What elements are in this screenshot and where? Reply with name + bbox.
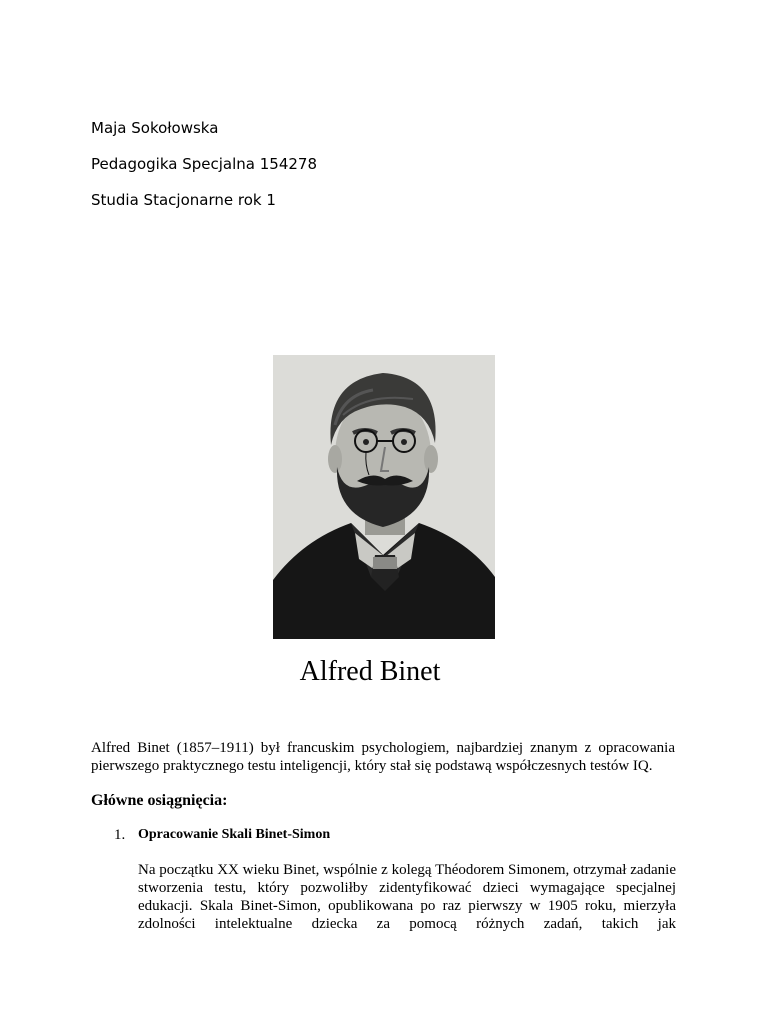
author-study: Studia Stacjonarne rok 1	[91, 191, 276, 209]
author-program: Pedagogika Specjalna 154278	[91, 155, 317, 173]
list-item-title: Opracowanie Skali Binet-Simon	[138, 827, 331, 842]
intro-paragraph: Alfred Binet (1857–1911) był francuskim psychologiem, najbardziej znanym z opracowania pierwszego praktycznego testu inteligencji, który stał się podstawą współczesnych testów IQ.	[91, 740, 675, 774]
portrait-image	[273, 355, 495, 639]
document-title: Alfred Binet	[299, 656, 441, 687]
achievements-heading: Główne osiągnięcia:	[91, 792, 228, 809]
author-name: Maja Sokołowska	[91, 119, 219, 137]
list-item-number: 1.	[114, 827, 126, 843]
portrait-drawing	[273, 355, 495, 639]
list-item-body: Na początku XX wieku Binet, wspólnie z kolegą Théodorem Simonem, otrzymał zadanie stworzenia testu, który pozwoliłby zidentyfikować dzieci wymagające specjalnej edukacji. Skala Binet-Simon, opublikowana po raz pierwszy w 1905 roku, mierzyła zdolności intelektualne dziecka za pomocą różnych zadań, takich jak	[138, 862, 676, 932]
